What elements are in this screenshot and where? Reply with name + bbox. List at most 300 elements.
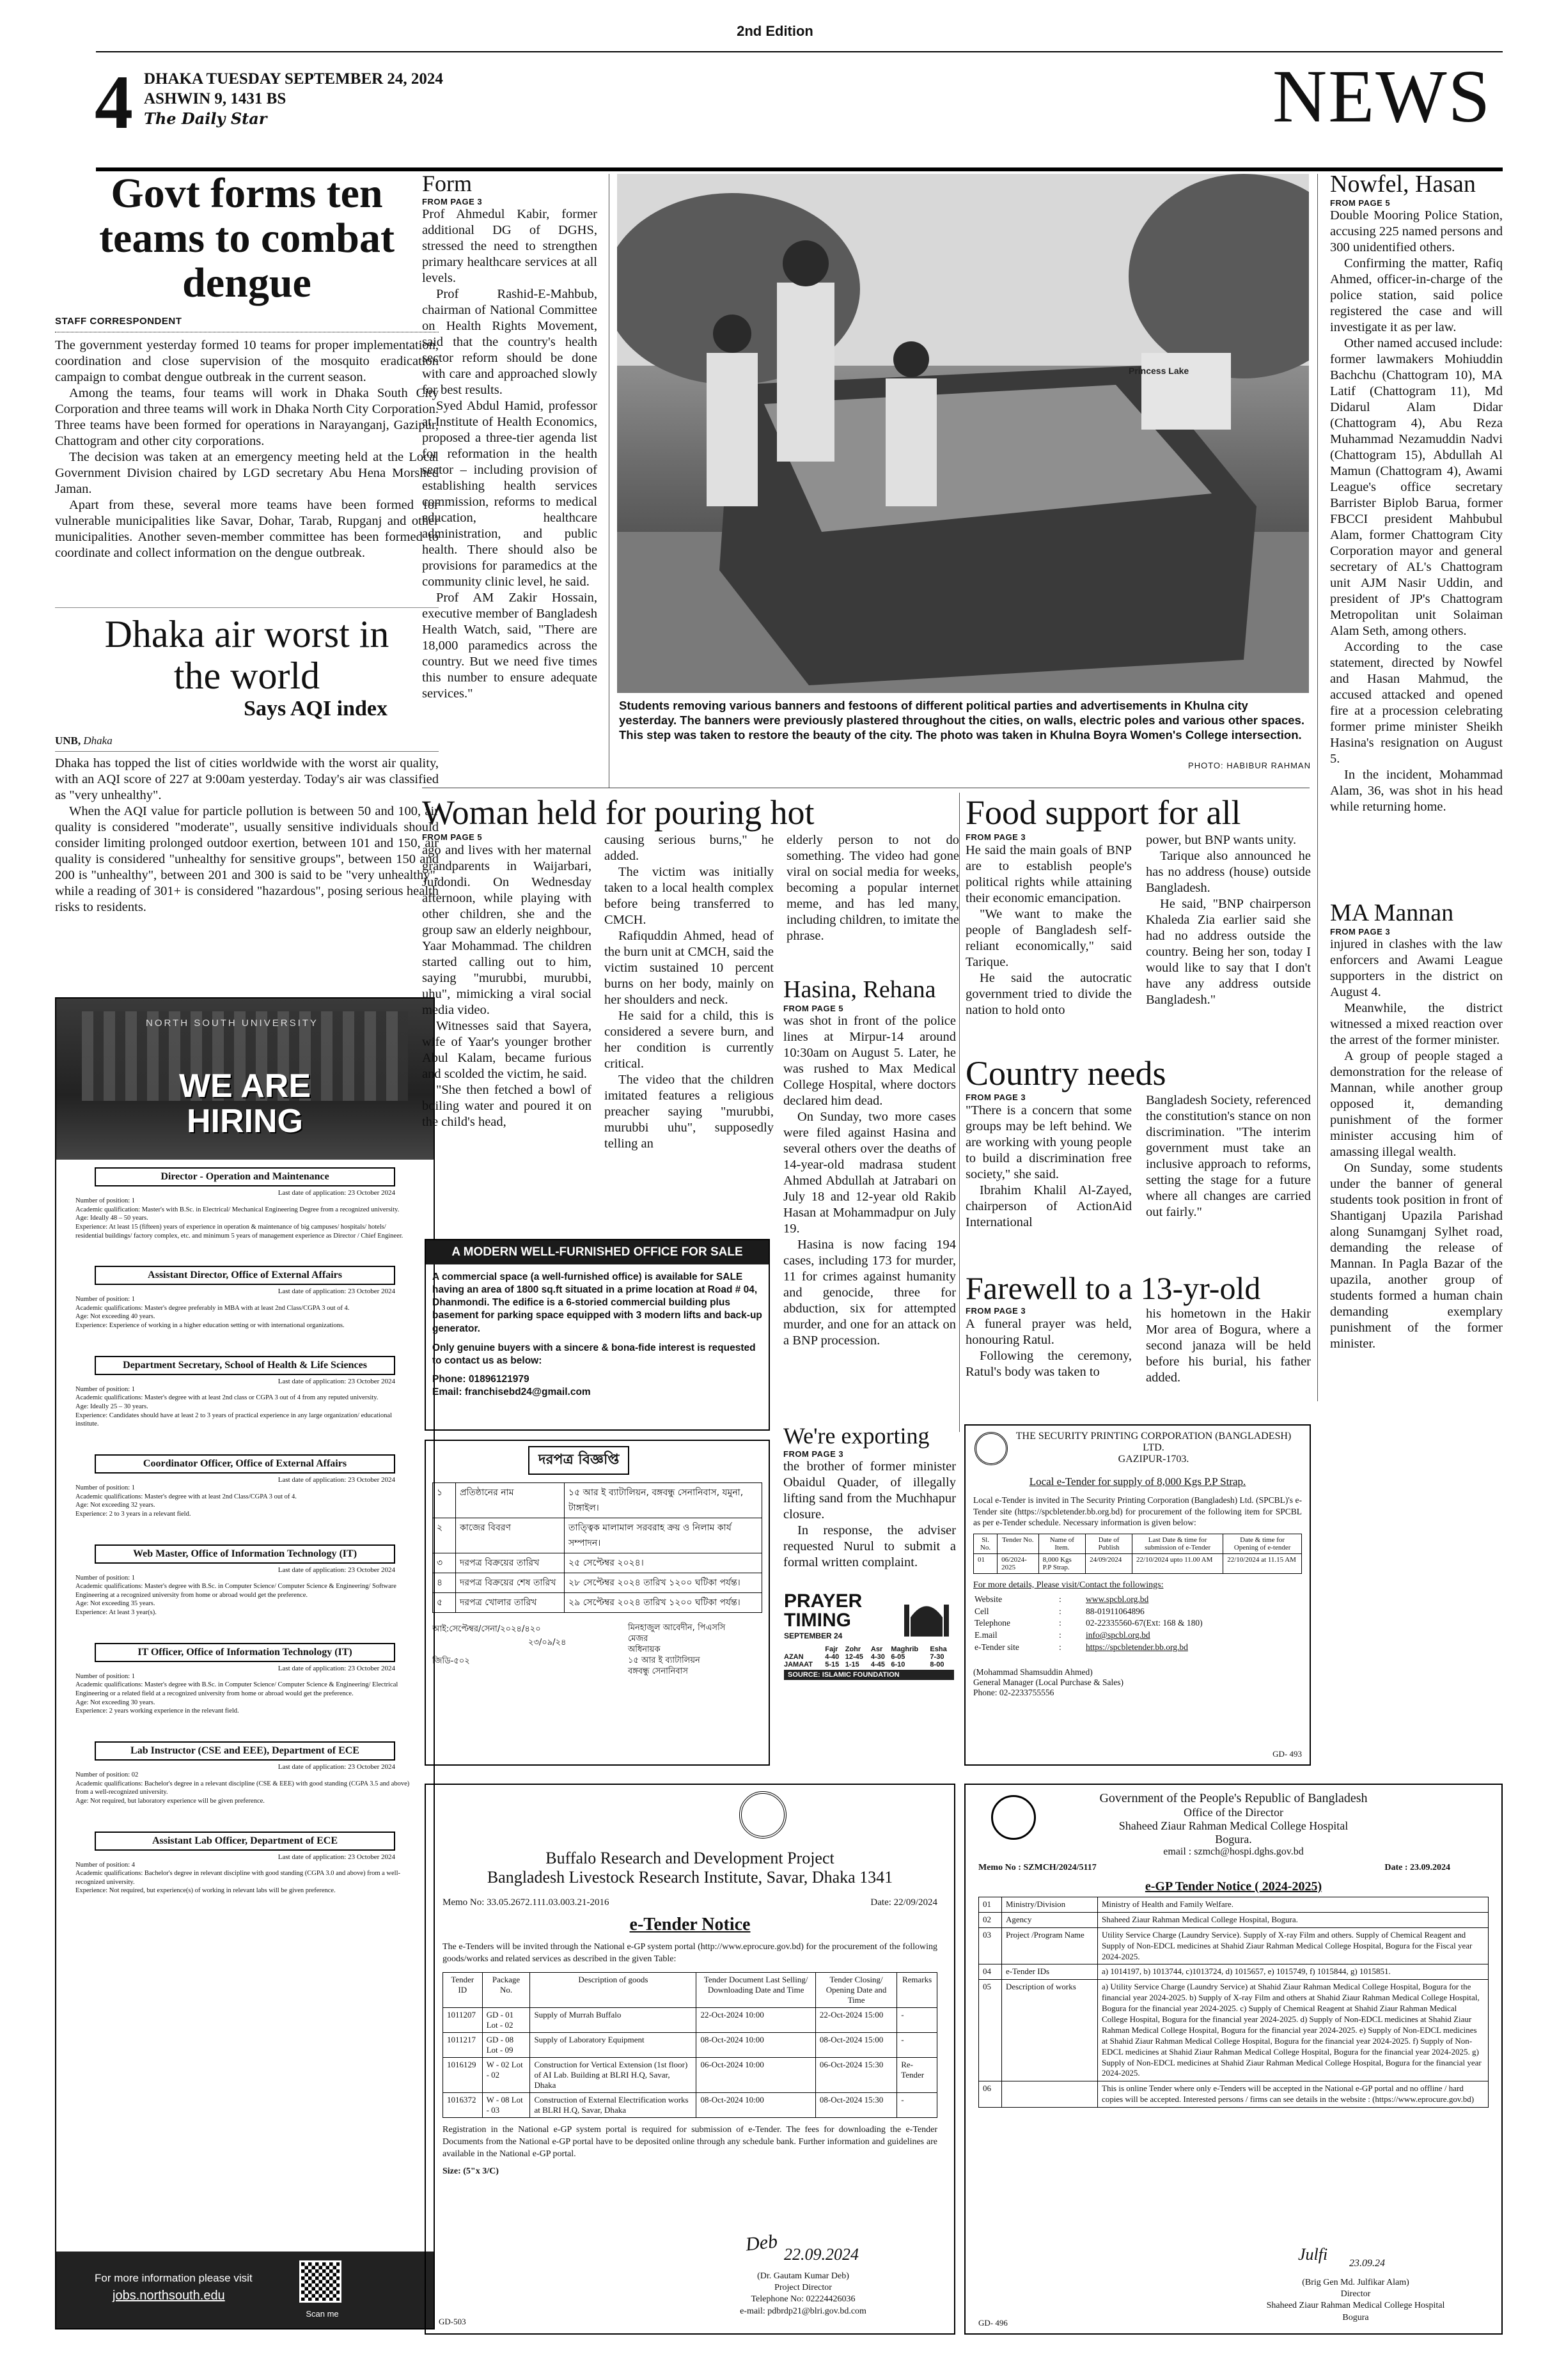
shaheed-cell: Shaheed Ziaur Rahman Medical College Hospital, Bogura. bbox=[1098, 1912, 1489, 1927]
country-c2p1: Bangladesh Society, referenced the constitution's stance on non discrimination. "The interim government must take an inclusive approach to reforms, setting the stage for a future where all changes are carried out fairly." bbox=[1146, 1093, 1311, 1220]
shaheed-cell: 05 bbox=[979, 1980, 1002, 2081]
dengue-p3: The decision was taken at an emergency meeting held at the Local Government Division chaired by LGD secretary Abu Hena Morshed Jaman. bbox=[55, 449, 439, 496]
shaheed-cell: This is online Tender where only e-Tenders will be accepted in the National e-GP portal and no offline / hard copies will be accepted. Interested persons / firms can see details in the website : (https://www.eprocure.gov.bd) bbox=[1098, 2081, 1489, 2108]
air-subhead: Says AQI index bbox=[244, 696, 388, 720]
position-title[interactable]: Department Secretary, School of Health & Life Sciences bbox=[95, 1356, 395, 1375]
office-sale-body: A commercial space (a well-furnished office) is available for SALE having an area of 1800 sq.ft situated in a prime location at Road # 04, Dhanmondi. The edifice is a 6-storied commercial building plus basement for parking space equipped with 3 modern lifts and back-up generator. bbox=[432, 1272, 762, 1334]
country-c1p2: Ibrahim Khalil Al-Zayed, chairperson of ActionAid International bbox=[966, 1183, 1132, 1230]
buffalo-header-cell: Description of goods bbox=[530, 1972, 696, 2007]
shaheed-row bbox=[979, 2081, 1489, 2108]
woman-c2p2: The victim was initially taken to a local health complex before being transferred to CMCH. bbox=[604, 865, 774, 928]
food-c2p2: Tarique also announced he has no address (house) outside Bangladesh. bbox=[1146, 849, 1311, 896]
buffalo-memo-row bbox=[442, 1897, 937, 1908]
air-p1: Dhaka has topped the list of cities worldwide with the worst air quality, with an AQI score of 227 at 9:00am yesterday. Today's air was classified as "very unhealthy". bbox=[55, 756, 439, 802]
prayer-table bbox=[784, 1645, 954, 1668]
position-detail: Academic qualifications: Bachelor's degree in a relevant discipline (CSE & EEE) with good standing (CGPA 3.5 and above) from a well-recognized university. bbox=[75, 1780, 410, 1796]
air-headline: Dhaka air worst in the world bbox=[104, 613, 389, 697]
mannan-headline: MA Mannan bbox=[1330, 899, 1454, 926]
buffalo-cell: 06-Oct-2024 10:00 bbox=[696, 2057, 815, 2092]
food-frompage: FROM PAGE 3 bbox=[966, 832, 1026, 843]
farewell-c1p1: A funeral prayer was held, honouring Ratul. bbox=[966, 1316, 1132, 1347]
woman-c1p1: ago and lives with her maternal grandparents in Waijarbari, Juidondi. On Wednesday afternoon, while playing with other children, she and the group saw an elderly neighbour, Yaar Mohammad. The children started calling out to him, saying "murubbi, murubbi, uhu", mimicking a viral social media video. bbox=[422, 843, 591, 1017]
shaheed-gov: Government of the People's Republic of Bangladesh bbox=[1099, 1791, 1368, 1805]
bangla-tender-row bbox=[433, 1573, 762, 1593]
mannan-p1: injured in clashes with the law enforcers and Awami League supporters in the district on August 4. bbox=[1330, 937, 1503, 999]
bangla-officer-4: বঙ্গবন্ধু সেনানিবাস bbox=[628, 1666, 688, 1676]
exporting-frompage: FROM PAGE 3 bbox=[783, 1449, 844, 1459]
hiring-footer-text: For more information please visit bbox=[95, 2272, 253, 2284]
woman-headline: Woman held for pouring hot bbox=[422, 793, 815, 832]
spcbl-k3: E.mail bbox=[975, 1630, 998, 1640]
shaheed-cell: Utility Service Charge (Laundry Service). Supply of X-ray Film and others. Supply of Chemical Reagent and Supply of Non-EDCL medicines at Shahid Ziaur Rahman Medical College Hospital, Bogura for the Fiscal year 2024-2025. bbox=[1098, 1927, 1489, 1964]
form-headline: Form bbox=[422, 171, 473, 196]
farewell-columns bbox=[966, 1306, 1311, 1386]
prayer-title: PRAYER TIMING bbox=[784, 1591, 863, 1631]
spcbl-h1: Tender No. bbox=[998, 1534, 1039, 1553]
prayer-r1c1: 5-15 bbox=[825, 1661, 840, 1668]
spcbl-contact-cell bbox=[975, 1606, 1203, 1617]
dengue-body bbox=[55, 338, 439, 561]
spcbl-c4: 22/10/2024 upto 11.00 AM bbox=[1132, 1553, 1223, 1573]
form-p2: Prof Rashid-E-Mahbub, chairman of National Committee on Health Rights Movement, said that the country's health sector reform should be done with care and approached slowly for best results. bbox=[422, 286, 597, 397]
food-col2 bbox=[1146, 832, 1311, 1018]
shaheed-cell bbox=[1002, 2081, 1098, 2108]
woman-c1p2: Witnesses said that Sayera, wife of Yaar's younger brother Abul Kalam, became furious and scolded the victim, he said. bbox=[422, 1018, 591, 1081]
woman-col2 bbox=[604, 832, 774, 1152]
buffalo-memo: Memo No: 33.05.2672.111.03.003.21-2016 bbox=[442, 1897, 609, 1908]
shaheed-signer-name: (Brig Gen Md. Julfikar Alam) bbox=[1302, 2278, 1409, 2287]
buffalo-cell: 1011217 bbox=[443, 2032, 483, 2057]
woman-c3p1: elderly person to not do something. The video had gone viral on social media for weeks, becoming a popular internet meme, and has led many, including children, to imitate the phrase. bbox=[787, 833, 959, 944]
spcbl-c3: 24/09/2024 bbox=[1086, 1553, 1132, 1573]
photo-credit: PHOTO: HABIBUR RAHMAN bbox=[1188, 761, 1311, 770]
spcbl-v4[interactable]: https://spcbletender.bb.org.bd bbox=[1086, 1642, 1188, 1653]
nowfel-p2: Confirming the matter, Rafiq Ahmed, officer-in-charge of the police station, said police registered the case and will investigate it as per law. bbox=[1330, 256, 1503, 334]
prayer-jamaat-row bbox=[784, 1661, 954, 1668]
country-col1 bbox=[966, 1093, 1132, 1231]
position-detail: Number of position: 02 bbox=[75, 1771, 139, 1778]
dengue-p4: Apart from these, several more teams have been formed for vulnerable municipalities like Savar, Dohar, Tarab, Rupganj and other municipalities. Another seven-member committee has been formed to coordinate and collect information on the dengue outbreak. bbox=[55, 497, 439, 560]
photo-sign: Princess Lake bbox=[1129, 366, 1189, 376]
position-title[interactable]: Web Master, Office of Information Technology (IT) bbox=[95, 1544, 395, 1564]
farewell-c1p2: Following the ceremony, Ratul's body was taken to bbox=[966, 1348, 1132, 1379]
position-detail: Experience: Experience of working in a higher education setting or with international organizations. bbox=[75, 1322, 345, 1330]
hiring-ad bbox=[55, 997, 435, 2329]
farewell-frompage: FROM PAGE 3 bbox=[966, 1306, 1026, 1316]
bangla-officer bbox=[628, 1623, 762, 1677]
buffalo-cell: Construction for Vertical Extension (1st floor) of AI Lab. Building at BLRI H.Q, Savar, Dhaka bbox=[530, 2057, 696, 2092]
prayer-h2: Zohr bbox=[845, 1645, 861, 1653]
air-article bbox=[55, 614, 439, 915]
spcbl-header-row bbox=[974, 1534, 1302, 1553]
spcbl-logo-icon bbox=[975, 1432, 1008, 1465]
security-printing-ad bbox=[964, 1424, 1311, 1766]
spcbl-s0: : bbox=[1059, 1594, 1061, 1604]
woman-col1 bbox=[422, 832, 591, 1152]
bangla-cell: ১ bbox=[433, 1483, 456, 1518]
bangla-cell: ২ bbox=[433, 1518, 456, 1553]
food-c1p3: He said the autocratic government tried to divide the nation to hold onto bbox=[966, 970, 1132, 1017]
nowfel-p1: Double Mooring Police Station, accusing 225 named persons and 300 unidentified others. bbox=[1330, 208, 1503, 254]
spcbl-contact-website bbox=[975, 1594, 1203, 1605]
prayer-azan-row bbox=[784, 1653, 954, 1661]
bangla-cell: ২৯ সেপ্টেম্বর ২০২৪ তারিখ ১২০০ ঘটিকা পর্যন্ত। bbox=[565, 1593, 762, 1613]
shaheed-memo-row bbox=[978, 1863, 1489, 1873]
position-detail: Academic qualifications: Master's degree preferably in MBA with at least 2nd Class/CGPA 3 out of 4. bbox=[75, 1304, 350, 1312]
exporting-p2: In response, the adviser requested Nurul to submit a formal written complaint. bbox=[783, 1523, 956, 1570]
shaheed-memo: Memo No : SZMCH/2024/5117 bbox=[978, 1863, 1097, 1872]
hiring-banner bbox=[56, 999, 434, 1160]
bangla-date: ASHWIN 9, 1431 BS bbox=[144, 90, 286, 108]
buffalo-cell: 08-Oct-2024 10:00 bbox=[696, 2032, 815, 2057]
shaheed-office: Office of the Director bbox=[1183, 1806, 1284, 1819]
position-detail: Number of position: 4 bbox=[75, 1861, 136, 1869]
prayer-r0c4: 6-05 bbox=[891, 1653, 905, 1661]
exporting-body bbox=[783, 1459, 956, 1571]
bangla-officer-2: অধিনায়ক bbox=[628, 1644, 661, 1654]
position-detail: Age: Ideally 48 – 50 years. bbox=[75, 1215, 148, 1222]
air-byline: UNB, Dhaka bbox=[55, 734, 113, 747]
office-sale-phone[interactable]: Phone: 01896121979 bbox=[432, 1373, 529, 1385]
bangla-ref-date: ২৩/০৯/২৪ bbox=[528, 1638, 567, 1647]
buffalo-date: Date: 22/09/2024 bbox=[870, 1897, 937, 1908]
shaheed-email[interactable]: email : szmch@hospi.dghs.gov.bd bbox=[1163, 1846, 1304, 1857]
bangla-tender-ad bbox=[425, 1440, 770, 1766]
buffalo-cell: 08-Oct-2024 15:30 bbox=[815, 2092, 896, 2117]
mannan-frompage: FROM PAGE 3 bbox=[1330, 926, 1391, 937]
spcbl-h2: Name of Item. bbox=[1038, 1534, 1085, 1553]
bangla-cell: দরপত্র বিক্রয়ের শেষ তারিখ bbox=[456, 1573, 565, 1593]
paper-logo: The Daily Star bbox=[144, 109, 267, 128]
spcbl-k2: Telephone bbox=[975, 1618, 1011, 1628]
shaheed-signature: Julfi bbox=[1298, 2245, 1328, 2264]
prayer-r0c5: 7-30 bbox=[930, 1653, 944, 1661]
position-detail: Age: Ideally 25 – 30 years. bbox=[75, 1403, 148, 1411]
qr-code-icon bbox=[299, 2260, 341, 2303]
shaheed-date: Date : 23.09.2024 bbox=[1384, 1863, 1450, 1872]
nowfel-p5: In the incident, Mohammad Alam, 36, was shot in his head while returning home. bbox=[1330, 767, 1503, 814]
buffalo-cell: 22-Oct-2024 10:00 bbox=[696, 2007, 815, 2032]
food-c2p1: power, but BNP wants unity. bbox=[1146, 833, 1297, 848]
bangla-tender-title: দরপত্র বিজ্ঞপ্তি bbox=[528, 1446, 629, 1475]
shaheed-title: e-GP Tender Notice ( 2024-2025) bbox=[1145, 1879, 1322, 1894]
position-block bbox=[69, 1266, 421, 1330]
buffalo-row bbox=[443, 2092, 937, 2117]
spcbl-v0[interactable]: www.spcbl.org.bd bbox=[1086, 1594, 1149, 1604]
buffalo-sign-date: 22.09.2024 bbox=[784, 2245, 859, 2264]
nowfel-headline: Nowfel, Hasan bbox=[1330, 171, 1476, 198]
spcbl-signer: (Mohammad Shamsuddin Ahmed) bbox=[973, 1667, 1093, 1677]
spcbl-contacts bbox=[973, 1593, 1204, 1654]
bangla-cell: দরপত্র বিক্রয়ের তারিখ bbox=[456, 1553, 565, 1573]
bangla-cell: ৩ bbox=[433, 1553, 456, 1573]
farewell-headline: Farewell to a 13-yr-old bbox=[966, 1270, 1261, 1306]
prayer-timing bbox=[784, 1592, 954, 1688]
position-detail: Academic qualifications: Master's degree with B.Sc. in Computer Science/ Computer Science & Engineering/ Electrical Engineering or a related field at a recognized university from home or abroad would get the preference. bbox=[75, 1681, 398, 1698]
prayer-r0c1: 4-40 bbox=[825, 1653, 840, 1661]
bangla-tender-row bbox=[433, 1518, 762, 1553]
buffalo-cell: 06-Oct-2024 15:30 bbox=[815, 2057, 896, 2092]
top-rule bbox=[96, 51, 1503, 52]
position-title[interactable]: Lab Instructor (CSE and EEE), Department of ECE bbox=[95, 1741, 395, 1761]
prayer-r1c0: JAMAAT bbox=[784, 1661, 813, 1668]
shaheed-hospital: Shaheed Ziaur Rahman Medical College Hospital bbox=[1118, 1819, 1349, 1832]
buffalo-org: Buffalo Research and Development Project bbox=[545, 1849, 834, 1867]
air-rule bbox=[55, 751, 439, 752]
buffalo-row bbox=[443, 2007, 937, 2032]
nowfel-body bbox=[1330, 208, 1503, 815]
woman-c2p4: He said for a child, this is considered a severe burn, and her condition is currently critical. bbox=[604, 1009, 774, 1071]
bangla-cell: কাজের বিবরণ bbox=[456, 1518, 565, 1553]
shaheed-signer bbox=[1221, 2277, 1490, 2324]
position-detail: Age: Not required, but laboratory experience will be given preference. bbox=[75, 1797, 265, 1805]
shaheed-row bbox=[979, 1897, 1489, 1913]
shaheed-code: GD- 496 bbox=[978, 2318, 1008, 2328]
prayer-h1: Fajr bbox=[825, 1645, 838, 1653]
position-detail: Number of position: 1 bbox=[75, 1574, 136, 1582]
positions-list bbox=[56, 1160, 434, 1895]
position-detail: Number of position: 1 bbox=[75, 1484, 136, 1491]
position-detail: Academic qualifications: Master's degree with at least 2nd Class/CGPA 3 out of 4. bbox=[75, 1493, 297, 1500]
hasina-article bbox=[783, 977, 956, 1349]
buffalo-cell: GD - 01 Lot - 02 bbox=[482, 2007, 530, 2032]
buffalo-cell: W - 08 Lot - 03 bbox=[482, 2092, 530, 2117]
food-article bbox=[966, 793, 1311, 1018]
spcbl-k1: Cell bbox=[975, 1606, 989, 1616]
position-detail: Number of position: 1 bbox=[75, 1385, 136, 1393]
spcbl-s4: : bbox=[1059, 1642, 1061, 1653]
nowfel-p4: According to the case statement, directed by Nowfel and Hasan Mahmud, the accused attacked and opened fire at a procession celebrating former prime minister Sheikh Hasina's resignation on August 5. bbox=[1330, 639, 1503, 766]
position-detail: Experience: Candidates should have at least 2 to 3 years of practical experience in any large organization/ educational institute. bbox=[75, 1412, 392, 1428]
spcbl-code: GD- 493 bbox=[1272, 1749, 1302, 1759]
buffalo-cell: GD - 08 Lot - 09 bbox=[482, 2032, 530, 2057]
position-detail: Experience: At least 3 year(s). bbox=[75, 1609, 157, 1617]
mannan-p4: On Sunday, some students under the banner of general students took position in front of Shantiganj Upazila Parishad along Sunamganj Sylhet road, demanding the release of Mannan. In Pagla Bazar of the upazila, another group of students formed a human chain demanding exemplary punishment of the former minister. bbox=[1330, 1160, 1503, 1351]
position-deadline: Last date of application: 23 October 2024 bbox=[278, 1189, 395, 1197]
buffalo-cell: 1016372 bbox=[443, 2092, 483, 2117]
vertical-rule-3 bbox=[1317, 174, 1318, 1401]
buffalo-code: GD-503 bbox=[439, 2317, 466, 2326]
col1-divider bbox=[55, 607, 439, 608]
date-text: DHAKA TUESDAY SEPTEMBER 24, 2024 bbox=[144, 70, 443, 88]
farewell-article bbox=[966, 1271, 1311, 1386]
shaheed-row bbox=[979, 1980, 1489, 2081]
bangla-officer-0: মিনহাজুল আবেদীন, পিএসসি bbox=[628, 1623, 726, 1633]
form-p3: Syed Abdul Hamid, professor at Institute of Health Economics, proposed a three-tier agenda list for reformation in the health sector – including provision of establishing health services commission, reforms to medical education, healthcare administration, and public health. There should also be provisions for paramedics at the community clinic level, he said. bbox=[422, 398, 597, 589]
buffalo-header-cell: Tender ID bbox=[443, 1972, 483, 2007]
position-deadline: Last date of application: 23 October 2024 bbox=[278, 1377, 395, 1385]
buffalo-row bbox=[443, 2057, 937, 2092]
country-c1p1: "There is a concern that some groups may be left behind. We are working with young people to build a discrimination free society," she said. bbox=[966, 1103, 1132, 1182]
bangla-tender-row bbox=[433, 1593, 762, 1613]
bangla-officer-1: মেজর bbox=[628, 1633, 648, 1644]
position-block bbox=[69, 1356, 421, 1429]
shaheed-hospital-sign: Shaheed Ziaur Rahman Medical College Hospital bbox=[1266, 2301, 1445, 2311]
woman-c2p1: causing serious burns," he added. bbox=[604, 833, 774, 864]
position-detail: Experience: 2 to 3 years in a relevant field. bbox=[75, 1510, 191, 1518]
bangla-tender-row bbox=[433, 1483, 762, 1518]
position-detail: Age: Not exceeding 40 years. bbox=[75, 1313, 155, 1321]
spcbl-table bbox=[973, 1534, 1302, 1574]
spcbl-contact-phone bbox=[975, 1618, 1203, 1629]
position-detail: Experience: 2 years working experience in the relevant field. bbox=[75, 1707, 239, 1715]
spcbl-row bbox=[974, 1553, 1302, 1573]
buffalo-header-cell: Tender Document Last Selling/ Downloading Date and Time bbox=[696, 1972, 815, 2007]
shaheed-cell: 02 bbox=[979, 1912, 1002, 1927]
bangla-cell: তাত্ত্বিক মালামাল সরবরাহ ক্রয় ও নিলাম কার্য সম্পাদন। bbox=[565, 1518, 762, 1553]
prayer-r0c2: 12-45 bbox=[845, 1653, 863, 1661]
country-columns bbox=[966, 1093, 1311, 1231]
office-sale-email[interactable]: Email: franchisebd24@gmail.com bbox=[432, 1386, 591, 1397]
nowfel-article bbox=[1330, 171, 1503, 815]
prayer-h0 bbox=[784, 1645, 825, 1653]
dengue-headline: Govt forms ten teams to combat dengue bbox=[99, 170, 395, 306]
spcbl-designation: General Manager (Local Purchase & Sales) bbox=[973, 1677, 1124, 1688]
spcbl-title: Local e-Tender for supply of 8,000 Kgs P.P Strap. bbox=[1029, 1475, 1246, 1488]
form-article bbox=[422, 171, 597, 702]
buffalo-cell: Re-Tender bbox=[897, 2057, 937, 2092]
shaheed-row bbox=[979, 1912, 1489, 1927]
spcbl-v3[interactable]: info@spcbl.org.bd bbox=[1086, 1630, 1150, 1640]
buffalo-cell: - bbox=[897, 2092, 937, 2117]
prayer-r0c3: 4-30 bbox=[870, 1653, 885, 1661]
shaheed-cell: Ministry of Health and Family Welfare. bbox=[1098, 1897, 1489, 1913]
date-line bbox=[144, 69, 443, 128]
shaheed-row bbox=[979, 1927, 1489, 1964]
spcbl-more: For more details, Please visit/Contact the followings: bbox=[973, 1580, 1164, 1590]
position-title[interactable]: Assistant Director, Office of External Affairs bbox=[95, 1266, 395, 1285]
buffalo-cell: Construction of External Electrification works at BLRI H.Q, Savar, Dhaka bbox=[530, 2092, 696, 2117]
prayer-h5: Esha bbox=[930, 1645, 947, 1653]
spcbl-k0: Website bbox=[975, 1594, 1003, 1604]
bangla-cell: ২৫ সেপ্টেম্বর ২০২৪। bbox=[565, 1553, 762, 1573]
buffalo-cell: 08-Oct-2024 15:00 bbox=[815, 2032, 896, 2057]
spcbl-c2: 8,000 Kgs P.P Strap. bbox=[1038, 1553, 1085, 1573]
prayer-r0c0: AZAN bbox=[784, 1653, 804, 1661]
khulna-photo bbox=[617, 174, 1309, 693]
position-title[interactable]: Director - Operation and Maintenance bbox=[95, 1167, 395, 1186]
buffalo-cell: 08-Oct-2024 10:00 bbox=[696, 2092, 815, 2117]
position-block bbox=[69, 1832, 421, 1896]
position-deadline: Last date of application: 23 October 2024 bbox=[278, 1566, 395, 1574]
woman-c2p3: Rafiquddin Ahmed, head of the burn unit at CMCH, said the victim sustained 10 percent burns on her body, mainly on her shoulders and neck. bbox=[604, 929, 774, 1007]
buffalo-signer-3[interactable]: e-mail: pdbrdp21@blri.gov.bd.com bbox=[740, 2306, 866, 2316]
buffalo-cell: 22-Oct-2024 15:00 bbox=[815, 2007, 896, 2032]
position-detail: Number of position: 1 bbox=[75, 1197, 136, 1204]
form-body bbox=[422, 206, 597, 702]
position-title[interactable]: Assistant Lab Officer, Department of ECE bbox=[95, 1832, 395, 1851]
bd-gov-logo-icon bbox=[991, 1795, 1036, 1840]
spcbl-k4: e-Tender site bbox=[975, 1642, 1019, 1653]
food-c2p3: He said, "BNP chairperson Khaleda Zia earlier said she had no address outside the country. Being her son, today I would like to say that I don't have any address outside Bangladesh." bbox=[1146, 897, 1311, 1007]
shaheed-cell: 01 bbox=[979, 1897, 1002, 1913]
position-block bbox=[69, 1741, 421, 1806]
buffalo-table bbox=[442, 1972, 937, 2118]
buffalo-note: Registration in the National e-GP system portal is required for submission of e-Tender. The fees for downloading the e-Tender Documents from the National e-GP portal have to be deposited online through any schedule bank. Further information and guidelines are available in the National e-GP portal. bbox=[442, 2124, 937, 2159]
position-detail: Academic qualifications: Bachelor's degree in relevant discipline with good standing (CGPA 3.0 and above) from a well-recognized university. bbox=[75, 1870, 400, 1886]
blri-logo-icon bbox=[739, 1791, 787, 1839]
shaheed-cell: 04 bbox=[979, 1964, 1002, 1980]
buffalo-cell: - bbox=[897, 2032, 937, 2057]
position-detail: Experience: Not required, but experience(s) of working in relevant labs will be given preference. bbox=[75, 1887, 336, 1895]
dengue-article bbox=[55, 167, 439, 561]
buffalo-signer-2: Telephone No: 02224426036 bbox=[751, 2294, 856, 2305]
country-article bbox=[966, 1055, 1311, 1231]
bangla-cell: ২৮ সেপ্টেম্বর ২০২৪ তারিখ ১২০০ ঘটিকা পর্যন্ত। bbox=[565, 1573, 762, 1593]
position-detail: Age: Not exceeding 35 years. bbox=[75, 1600, 155, 1608]
buffalo-intro: The e-Tenders will be invited through the National e-GP system portal (http://www.eprocure.gov.bd) for the procurement of the following goods/works and related services as described in the given Table: bbox=[442, 1942, 937, 1964]
buffalo-title: e-Tender Notice bbox=[629, 1915, 751, 1934]
office-sale-ad bbox=[425, 1239, 770, 1431]
position-block bbox=[69, 1454, 421, 1519]
shaheed-table bbox=[978, 1897, 1489, 2108]
bangla-tender-row bbox=[433, 1553, 762, 1573]
scan-me-label: Scan me bbox=[306, 2309, 339, 2319]
form-p1: Prof Ahmedul Kabir, former additional DG of DGHS, stressed the need to strengthen primary healthcare services at all levels. bbox=[422, 206, 597, 285]
spcbl-phone: Phone: 02-2233755556 bbox=[973, 1688, 1054, 1698]
buffalo-cell: - bbox=[897, 2007, 937, 2032]
mannan-p2: Meanwhile, the district witnessed a mixed reaction over the arrest of the former minister. bbox=[1330, 1000, 1503, 1047]
shaheed-cell: a) 1014197, b) 1013744, c)1013724, d) 1015657, e) 1015749, f) 1015844, g) 1015851. bbox=[1098, 1964, 1489, 1980]
hiring-footer-url[interactable]: jobs.northsouth.edu bbox=[113, 2289, 225, 2303]
air-p2: When the AQI value for particle pollution is between 50 and 100, air quality is considered "moderate", usually sensitive individuals should consider limiting prolonged outdoor exertion, between 101 and 150, air quality is considered "unhealthy for sensitive groups", between 150 and 200 is "unhealthy", between 201 and 300 is said to be "very unhealthy", while a reading of 301+ is considered "hazardous", posing serious health risks to residents. bbox=[55, 804, 439, 914]
position-title[interactable]: Coordinator Officer, Office of External Affairs bbox=[95, 1454, 395, 1474]
form-p4: Prof AM Zakir Hossain, executive member of Bangladesh Health Watch, said, "There are 18,000 paramedics across the country. But we need five times this number to ensure adequate services." bbox=[422, 590, 597, 701]
buffalo-signer-1: Project Director bbox=[774, 2283, 832, 2293]
position-deadline: Last date of application: 23 October 2024 bbox=[278, 1475, 395, 1484]
hasina-frompage: FROM PAGE 5 bbox=[783, 1003, 844, 1013]
position-title[interactable]: IT Officer, Office of Information Technology (IT) bbox=[95, 1643, 395, 1662]
spcbl-intro: Local e-Tender is invited in The Security Printing Corporation (Bangladesh) Ltd. (SPCBL)'s e-Tender site (https://spcbletender.bb.org.bd) for procurement of the following item for SPCBL as per e-Tender schedule. Necessary information is given below: bbox=[973, 1495, 1302, 1528]
air-body bbox=[55, 756, 439, 915]
hiring-title: WE ARE HIRING bbox=[178, 1068, 311, 1140]
prayer-h3: Asr bbox=[870, 1645, 883, 1653]
buffalo-inst: Bangladesh Livestock Research Institute, Savar, Dhaka 1341 bbox=[487, 1868, 893, 1886]
position-detail: Academic qualifications: Master's degree with at least 2nd class or CGPA 3 out of 4 from any reputed university. bbox=[75, 1394, 379, 1402]
nowfel-frompage: FROM PAGE 5 bbox=[1330, 198, 1391, 208]
spcbl-h5: Date & time for Opening of e-tender bbox=[1223, 1534, 1302, 1553]
spcbl-v2: 02-22335560-67(Ext: 168 & 180) bbox=[1086, 1618, 1203, 1628]
farewell-c2p1: his hometown in the Hakir Mor area of Bogura, where a second janaza will be held before his burial, his father added. bbox=[1146, 1307, 1311, 1385]
position-detail: Experience: At least 15 (fifteen) years of experience in operation & maintenance of big campuses/ hospitals/ hotels/ residential buildings/ factory complex, etc. and minimum 5 years of management experience as Director / Chief Engineer. bbox=[75, 1223, 403, 1240]
spcbl-h0: Sl. No. bbox=[974, 1534, 998, 1553]
shaheed-cell: 06 bbox=[979, 2081, 1002, 2108]
position-detail: Age: Not exceeding 32 years. bbox=[75, 1502, 155, 1509]
mannan-body bbox=[1330, 937, 1503, 1352]
buffalo-row bbox=[443, 2032, 937, 2057]
shaheed-cell: e-Tender IDs bbox=[1002, 1964, 1098, 1980]
form-frompage: FROM PAGE 3 bbox=[422, 196, 483, 206]
shaheed-designation: Director bbox=[1340, 2289, 1371, 2299]
country-headline: Country needs bbox=[966, 1054, 1166, 1093]
edition-label: 2nd Edition bbox=[737, 23, 813, 39]
page-number: 4 bbox=[95, 59, 133, 144]
woman-frompage: FROM PAGE 5 bbox=[422, 832, 483, 843]
prayer-source: SOURCE: ISLAMIC FOUNDATION bbox=[784, 1670, 954, 1680]
bangla-ref-no: আই:সেপ্টেম্বর/সেনা/২০২৪/৪২০ bbox=[432, 1624, 541, 1634]
bangla-tender-ref bbox=[432, 1623, 762, 1677]
bangla-cell: ৫ bbox=[433, 1593, 456, 1613]
spcbl-contact-etender bbox=[975, 1642, 1203, 1653]
prayer-r1c2: 1-15 bbox=[845, 1661, 859, 1668]
spcbl-s2: : bbox=[1059, 1618, 1061, 1628]
buffalo-header-cell: Tender Closing/ Opening Date and Time bbox=[815, 1972, 896, 2007]
woman-c1p3: "She then fetched a bowl of boiling water and poured it on the child's head, bbox=[422, 1082, 591, 1129]
buffalo-cell: 1011207 bbox=[443, 2007, 483, 2032]
exporting-article bbox=[783, 1423, 956, 1571]
shaheed-row bbox=[979, 1964, 1489, 1980]
nowfel-p3: Other named accused include: former lawmakers Mohiuddin Bachchu (Chattogram 10), MA Latif (Chattogram 11), Md Didarul Alam Didar (Chattogram 4), Abu Reza Muhammad Nezamuddin Nadvi (Chattogram 15), Abdullah Al Mamun (Chattogram 4), Awami League's office secretary Barrister Biplob Barua, former FBCCI president Mahbubul Alam, former Chattogram City Corporation mayor and general secretary of AL's Chattogram unit AJM Nasir Uddin, and president of JP's Chattogram Metropolitan unit Solaiman Alam Seth, among others. bbox=[1330, 336, 1503, 638]
